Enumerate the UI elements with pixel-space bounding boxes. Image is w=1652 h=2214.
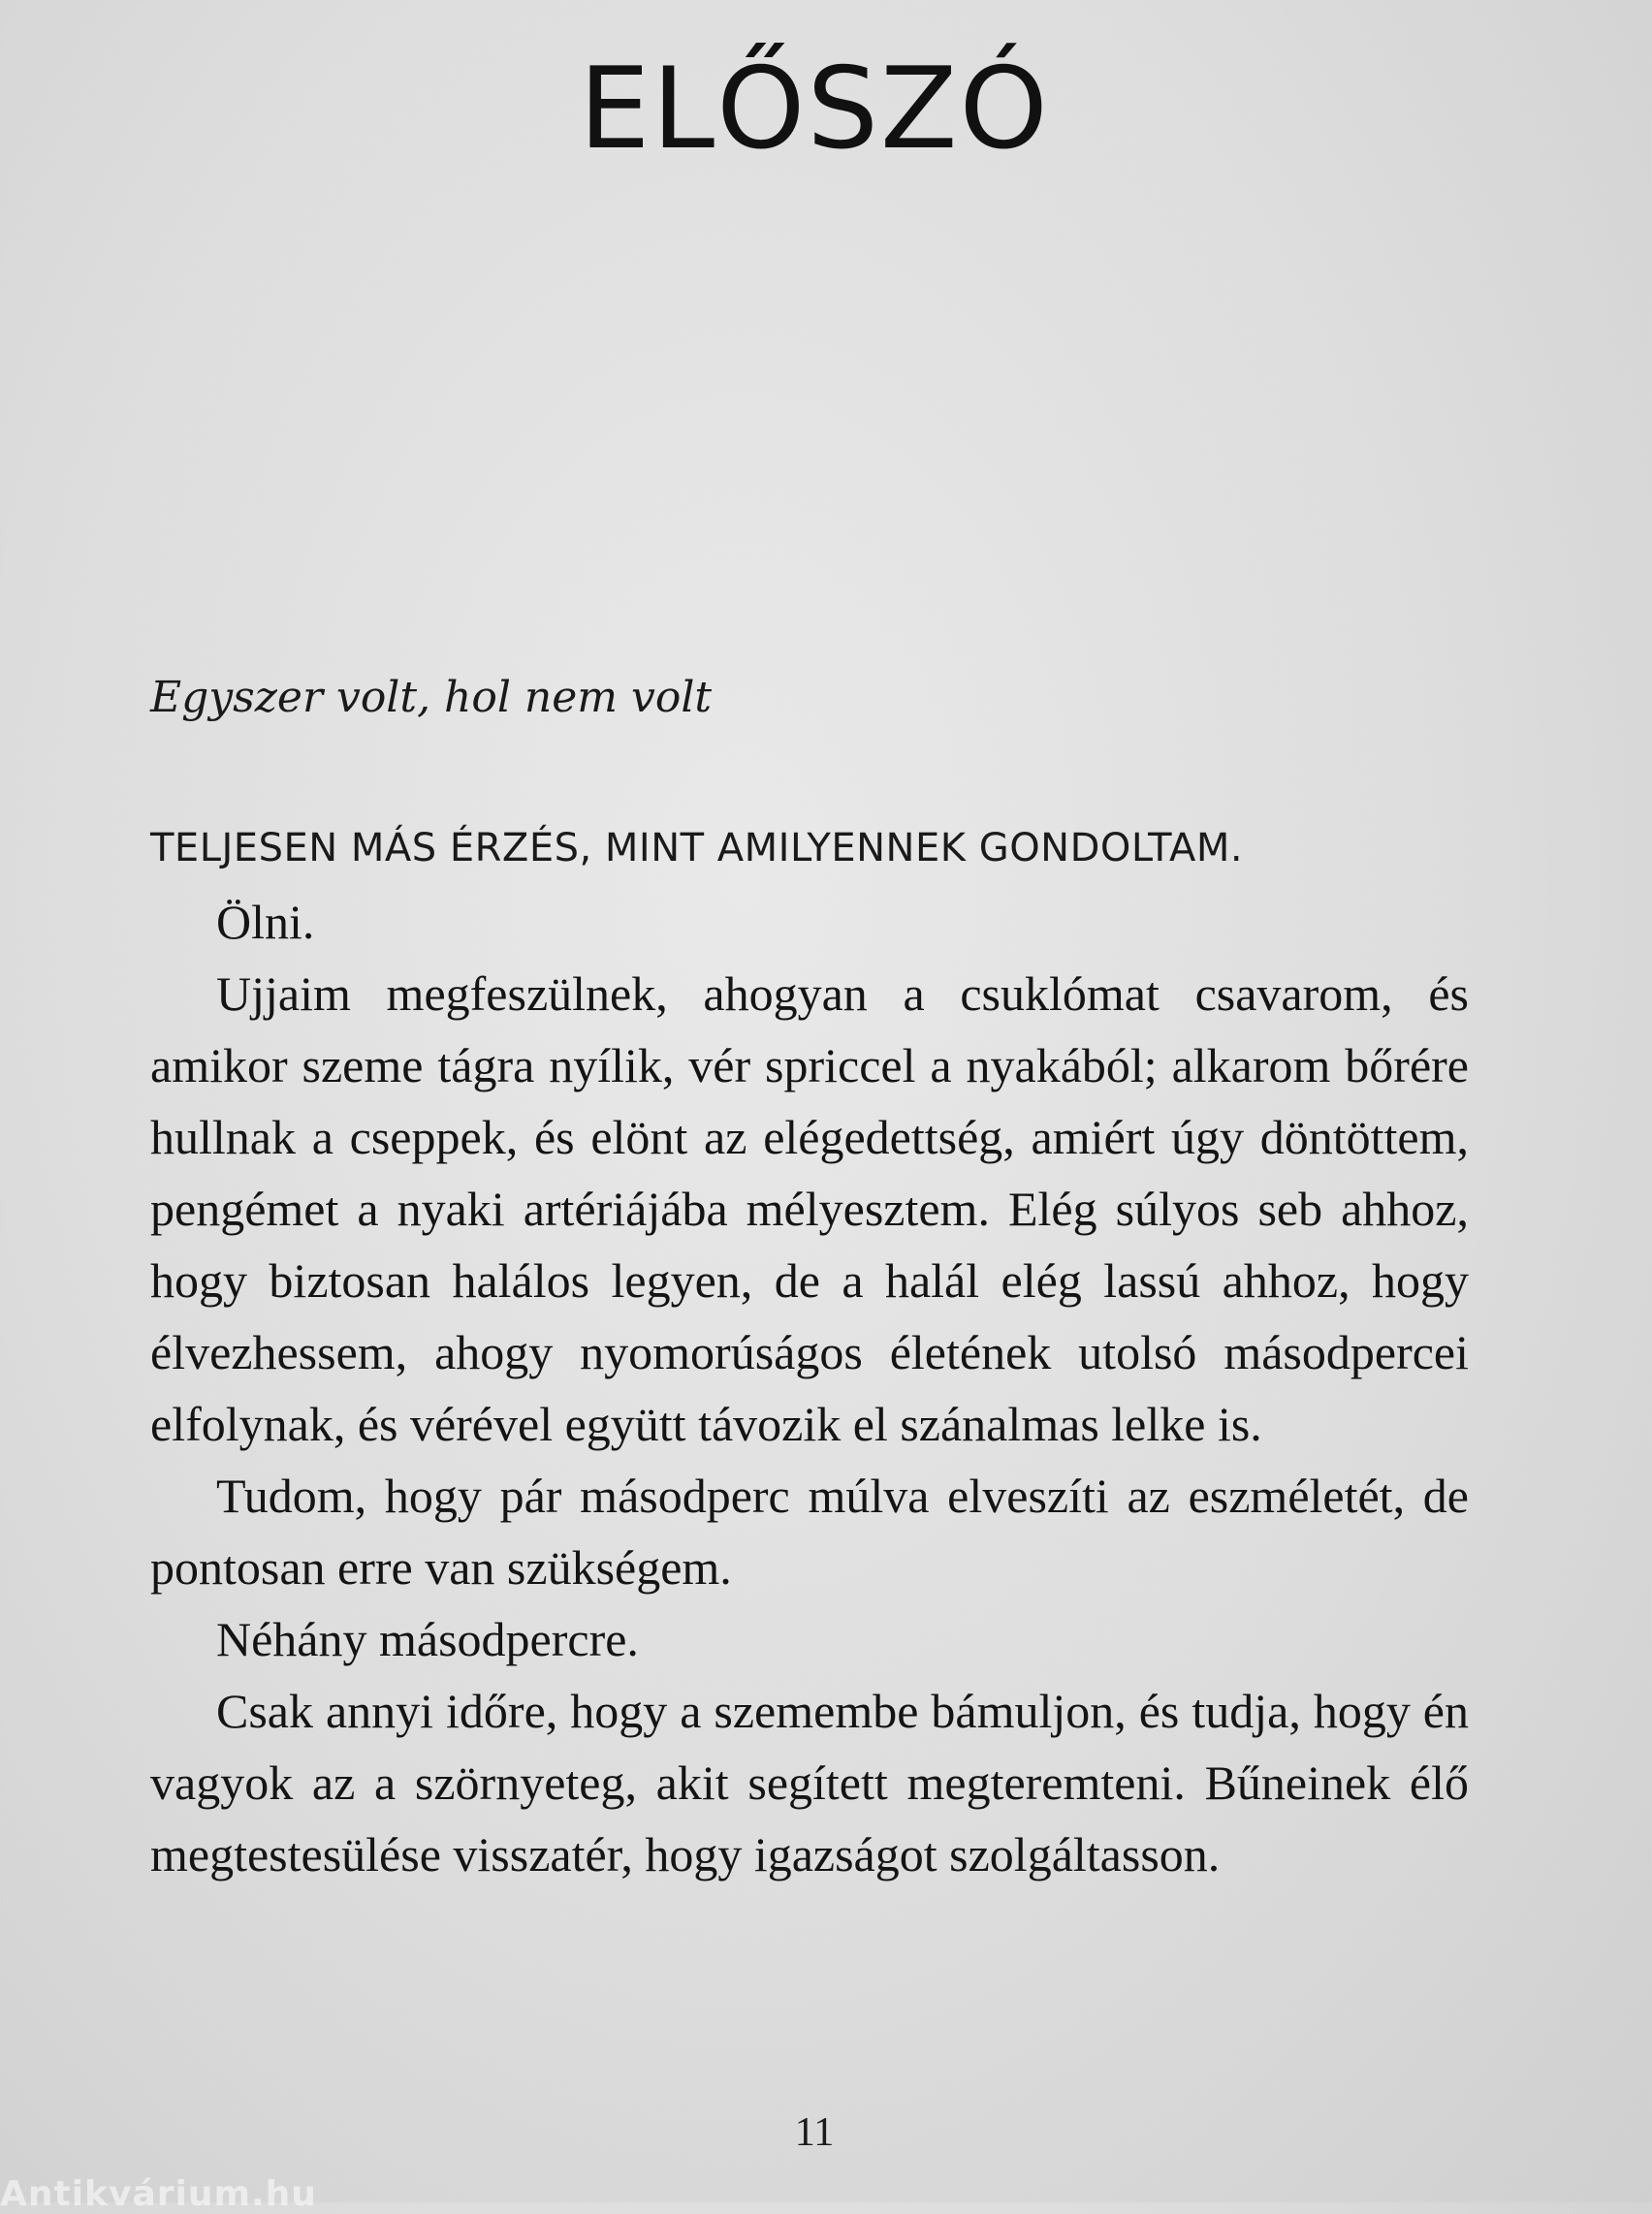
paragraph: Ujjaim megfeszülnek, ahogyan a csuklómat csavarom, és amikor szeme tágra nyílik, vér spriccel a nyakából; alkarom bőrére hullnak a cseppek, és elönt az elégedettség, amiért úgy döntöttem, pengémet a nyaki artériájába mélyesztem. Elég súlyos seb ahhoz, hogy biztosan halálos legyen, de a halál elég lassú ahhoz, hogy élvezhessem, ahogy nyomorúságos életének utolsó másodpercei elfolynak, és vérével együtt távozik el szánalmas lelke is. [150,966,1469,1451]
page-number: 11 [794,2110,835,2155]
paragraph: Csak annyi időre, hogy a szemembe bámuljon, és tudja, hogy én vagyok az a szörnyeteg, akit segített megteremteni. Bűneinek élő megtestesülése visszatér, hogy igazságot szolgáltasson. [150,1684,1469,1882]
paragraph: Tudom, hogy pár másodperc múlva elveszíti az eszméletét, de pontosan erre van szükségem. [150,1469,1469,1595]
paragraph: Néhány másodpercre. [216,1612,639,1666]
chapter-lead-line: TELJESEN MÁS ÉRZÉS, MINT AMILYENNEK GONDOLTAM. [150,826,1244,870]
chapter-subtitle: Egyszer volt, hol nem volt [150,673,713,722]
body-text [150,886,1469,1890]
paragraph: Ölni. [216,895,315,949]
watermark: Antikvárium.hu [0,2174,317,2214]
chapter-title: ELŐSZÓ [579,44,1050,174]
